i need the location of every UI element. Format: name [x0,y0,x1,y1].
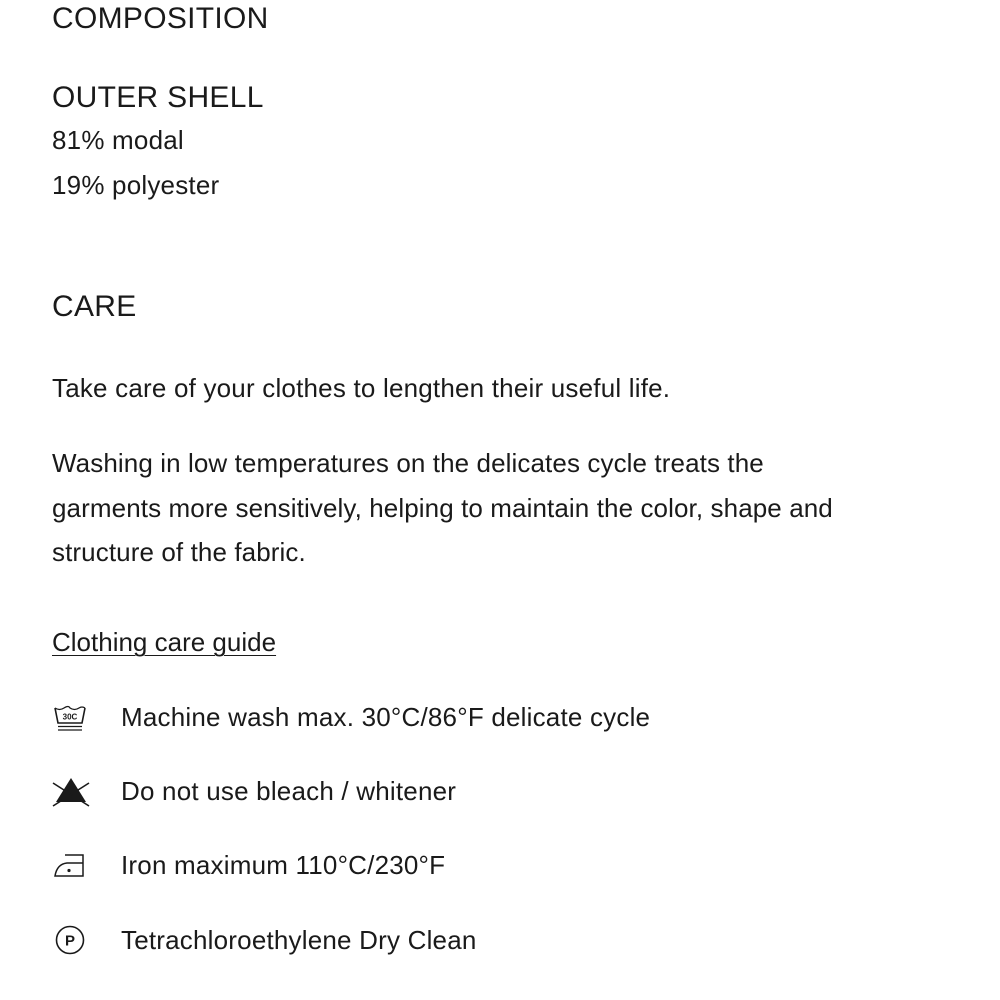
care-instruction-text: Do not use bleach / whitener [121,776,457,806]
care-paragraph-line: garments more sensitively, helping to maintain the color, shape and [52,493,833,523]
care-instruction-row [52,922,477,958]
care-instruction-text: Iron maximum 110°C/230°F [121,850,446,880]
material-item: 81% modal [52,125,184,155]
outer-shell-heading: OUTER SHELL [52,81,264,114]
wash-30-delicate-icon [52,699,90,735]
care-instruction-text: Tetrachloroethylene Dry Clean [121,925,477,955]
composition-title: COMPOSITION [52,2,269,35]
care-intro: Take care of your clothes to lengthen their useful life. [52,373,671,403]
care-instruction-row [52,847,446,883]
wash-temperature-label: 30C [62,712,78,722]
no-bleach-icon [52,773,90,809]
care-title: CARE [52,290,137,323]
care-paragraph-line: Washing in low temperatures on the delicates cycle treats the [52,448,764,478]
iron-low-icon [52,847,90,883]
care-instruction-row [52,773,457,809]
clothing-care-guide-link[interactable]: Clothing care guide [52,627,277,657]
material-item: 19% polyester [52,170,220,200]
care-instruction-text: Machine wash max. 30°C/86°F delicate cycle [121,702,651,732]
dry-clean-p-label: P [64,932,76,950]
care-instruction-row [52,699,651,735]
dry-clean-p-icon [52,922,90,958]
care-paragraph-line: structure of the fabric. [52,537,306,567]
